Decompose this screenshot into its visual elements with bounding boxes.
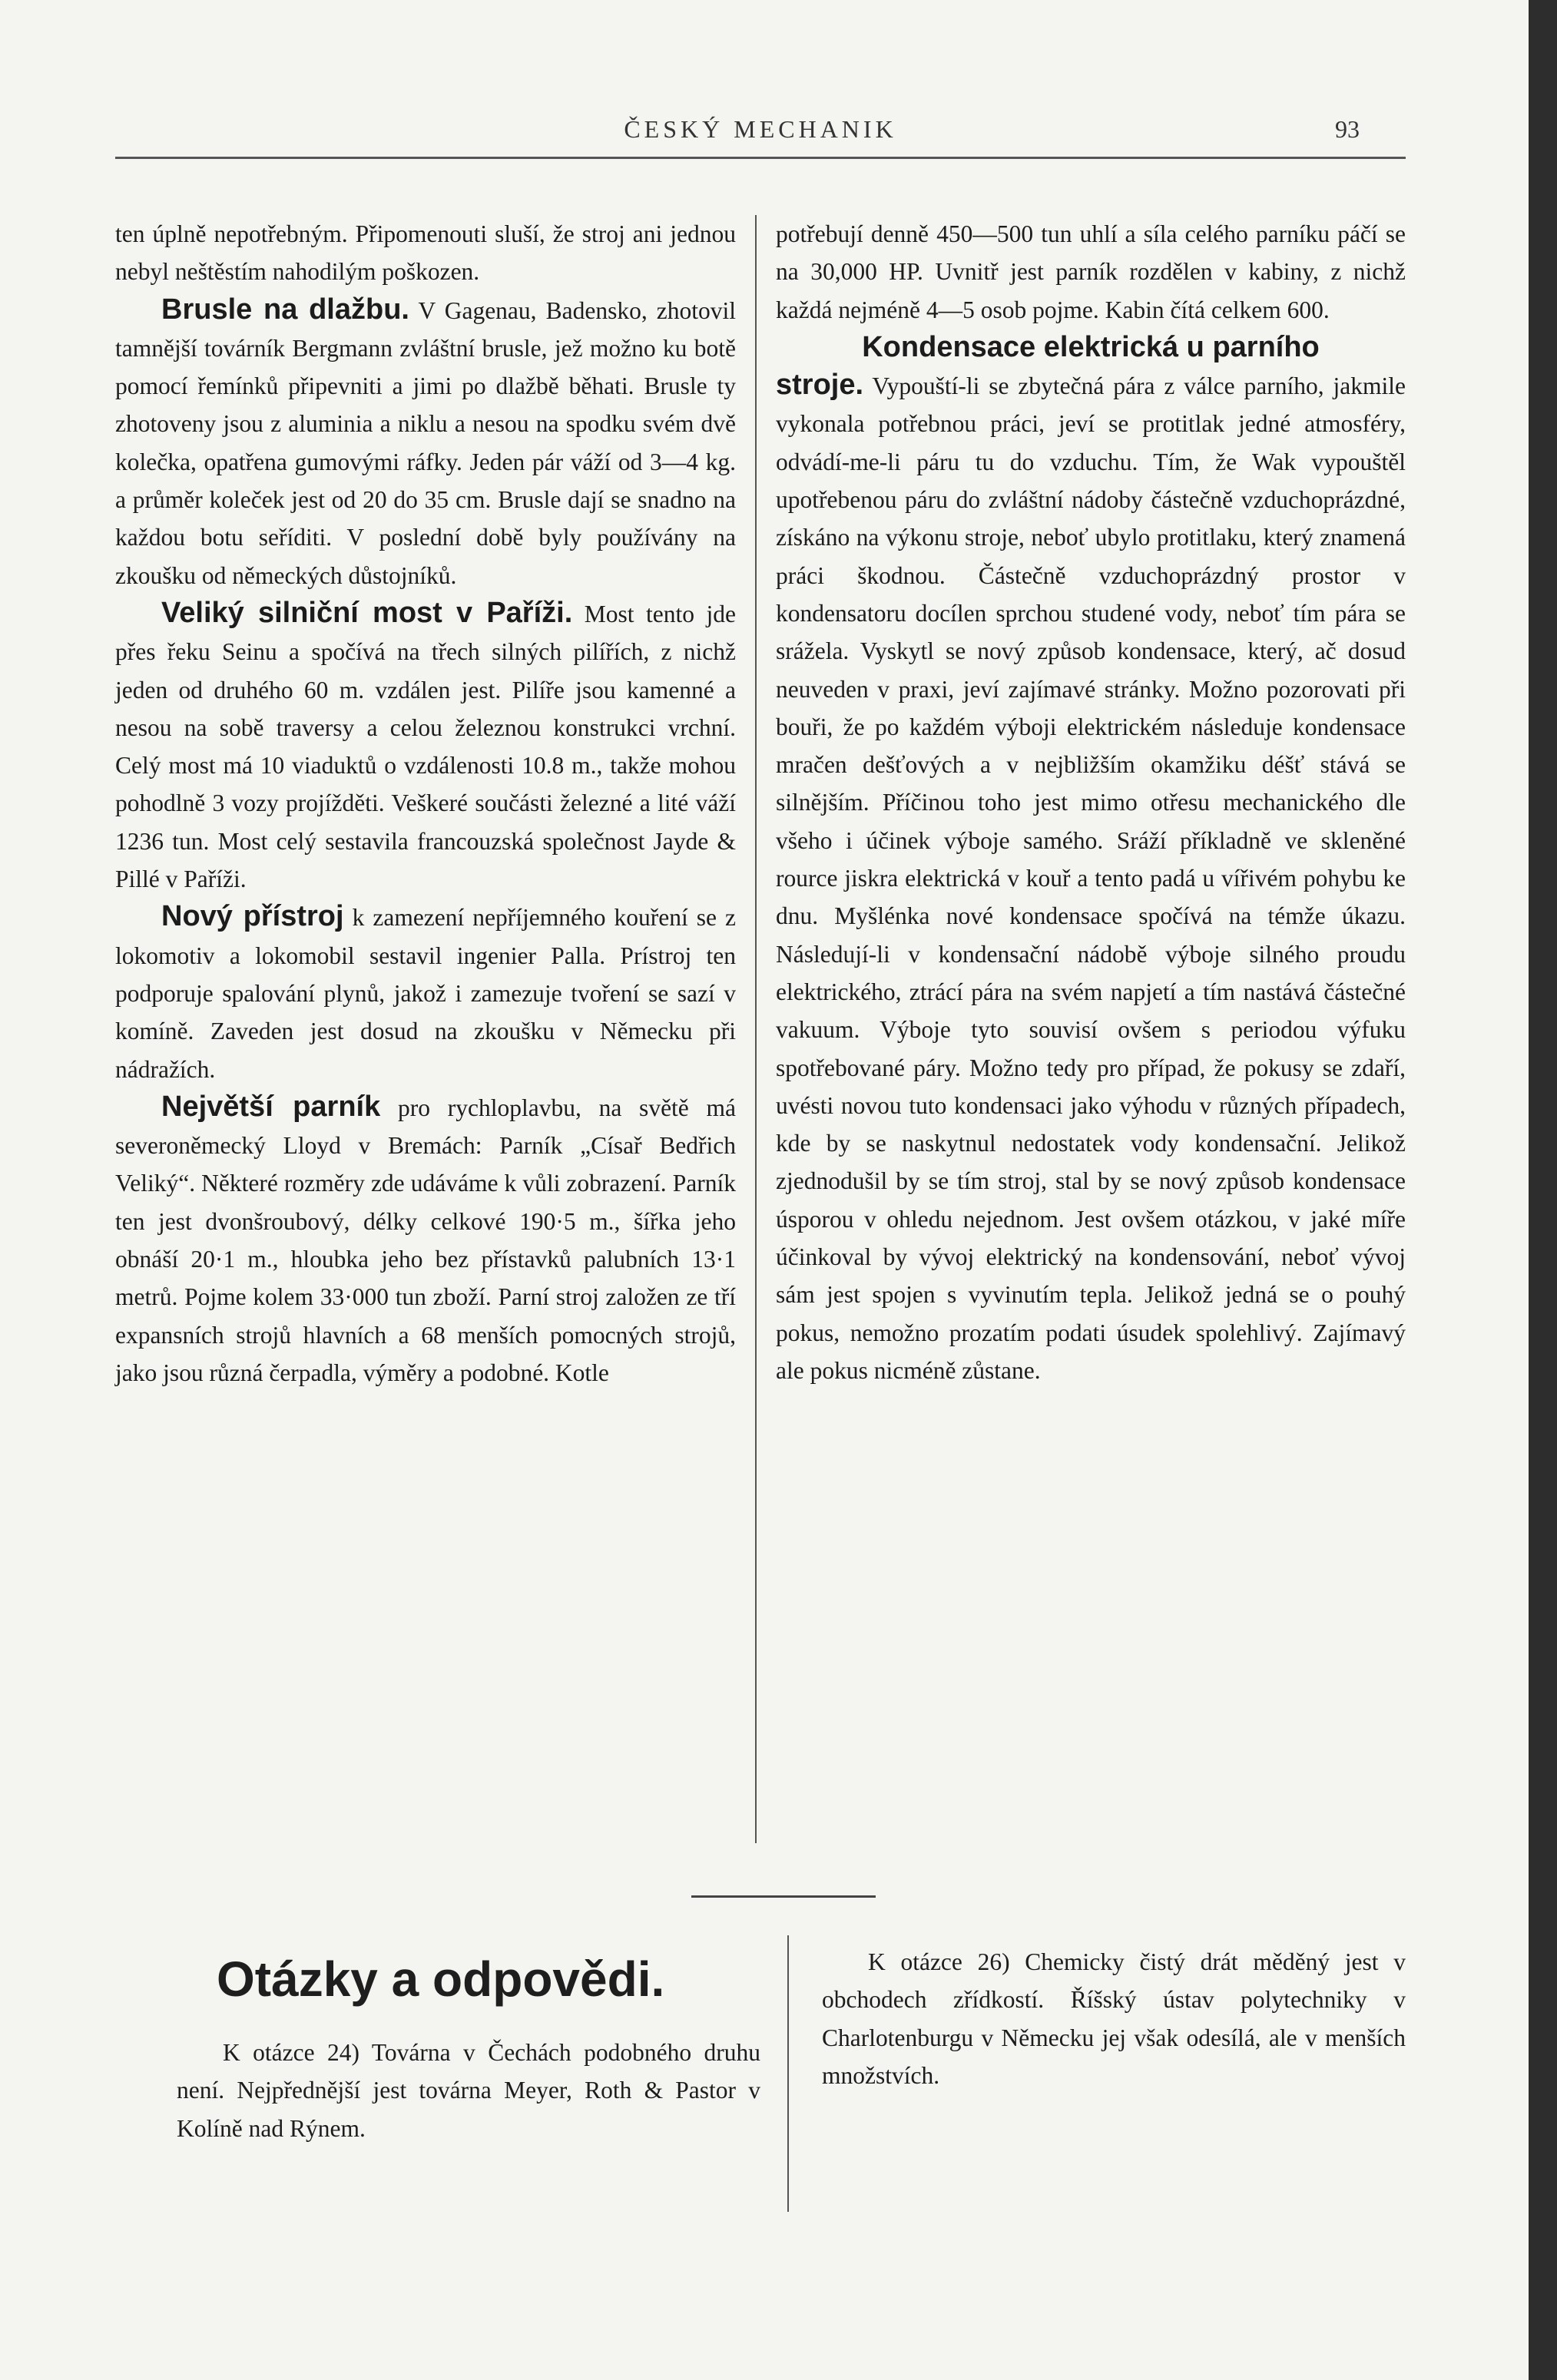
article-parnik — [115, 1088, 736, 1392]
article-heading: Kondensace elektrická u parního — [862, 330, 1320, 363]
article-pristroj — [115, 898, 736, 1087]
page-header — [115, 100, 1406, 161]
qa-section-title: Otázky a odpovědi. — [217, 1951, 665, 2007]
qa-column-divider — [787, 1935, 789, 2212]
article-heading: Veliký silniční most v Paříži. — [161, 596, 573, 629]
section-rule — [691, 1895, 876, 1898]
column-divider — [755, 215, 757, 1843]
article-body: V Gagenau, Badensko, zhotovil tamnější továrník Bergmann zvláštní brusle, jež možno ku botě pomocí řemínků připevniti a jimi po dlažbě běhati. Brusle ty zhotoveny jsou z aluminia a niklu a nesou na spodku svém dvě kolečka, opatřena gumovými ráfky. Jeden pár váží od 3—4 kg. a průměr koleček jest od 20 do 35 cm. Brusle dají se snadno na každou botu seříditi. V poslední době byly používány na zkoušku od německých důstojníků. — [115, 296, 736, 589]
article-heading-continued: stroje. — [776, 369, 864, 402]
scan-edge — [1529, 0, 1557, 2380]
qa-answer-24: K otázce 24) Továrna v Čechách podobného druhu není. Nejpřednější jest továrna Meyer, Roth & Pastor v Kolíně nad Rýnem. — [177, 2039, 760, 2142]
article-kondensace — [776, 329, 1406, 1389]
article-most — [115, 594, 736, 898]
article-body: Most tento jde přes řeku Seinu a spočívá na třech silných pilířích, z nichž jeden od druhého 60 m. vzdálen jest. Pilíře jsou kamenné a nesou na sobě traversy a celou železnou konstrukci vrchní. Celý most má 10 viaduktů o vzdálenosti 10.8 m., takže mohou pohodlně 3 vozy projížděti. Veškeré součásti železné a lité váží 1236 tun. Most celý sestavila francouzská společnost Jayde & Pillé v Paříži. — [115, 600, 736, 893]
qa-answer-26: K otázce 26) Chemicky čistý drát měděný jest v obchodech zřídkostí. Říšský ústav polytechniky v Charlotenburgu v Německu jej však odesílá, ale v menších množstvích. — [822, 1948, 1406, 2089]
article-body: k zamezení nepříjemného kouření se z lokomotiv a lokomobil sestavil ingenier Palla. Prístroj ten podporuje spalování plynů, jakož i zamezuje tvoření se sazí v komíně. Zaveden jest dosud na zkoušku v Německu při nádražích. — [115, 904, 737, 1083]
article-brusle — [115, 291, 736, 594]
article-heading: Největší parník — [161, 1090, 381, 1123]
intro-paragraph: ten úplně nepotřebným. Připomenouti sluší, že stroj ani jednou nebyl neštěstím nahodilým poškozen. — [115, 220, 736, 286]
article-heading: Nový přístroj — [161, 900, 344, 933]
article-body: pro rychloplavbu, na světě má severoněmecký Lloyd v Bremách: Parník „Císař Bedřich Veliký“. Některé rozměry zde udáváme k vůli zobrazení. Parník ten jest dvonšroubový, délky celkové 190·5 m., šířka jeho obnáší 20·1 m., hloubka jeho bez přístavků palubních 13·1 metrů. Pojme kolem 33·000 tun zboží. Parní stroj založen ze tří expansních strojů hlavních a 68 menších pomocných strojů, jako jsou různá čerpadla, výměry a podobné. Kotle — [115, 1094, 737, 1386]
left-column — [115, 215, 736, 1392]
header-rule — [115, 157, 1406, 159]
running-title: ČESKÝ MECHANIK — [624, 115, 897, 143]
article-body: Vypouští-li se zbytečná pára z válce parního, jakmile vykonala potřebnou práci, jeví se protitlak jedné atmosféry, odvádí-me-li páru tu do vzduchu. Tím, že Wak vypouštěl upotřebenou páru do zvláštní nádoby částečně vzduchoprázdné, získáno na výkonu stroje, neboť ubylo protitlaku, který znamená práci škodnou. Částečně vzduchoprázdný prostor v kondensatoru docílen sprchou studené vody, neboť tím pára se srážela. Vyskytl se nový způsob kondensace, který, ač dosud neuveden v praxi, jeví zajímavé stránky. Možno pozorovati při bouři, že po každém výboji elektrickém následuje kondensace mračen dešťových a v nejbližším okamžiku déšť stává se silnějším. Příčinou toho jest mimo otřesu mechanického dle všeho i účinek výboje samého. Sráží příkladně ve skleněné rource jiskra elektrická v kouř a tento padá u vířivém pohybu ke dnu. Myšlénka nové kondensace spočívá na témže úkazu. Následují-li v kondensační nádobě výboje silného proudu elektrického, ztrácí pára na svém napjetí a tím nastává částečné vakuum. Výboje tyto souvisí ovšem s periodou výfuku spotřebované páry. Možno tedy pro případ, že pokusy se zdaří, uvésti novou tuto kondensaci jako výhodu v různých případech, kde by se naskytnul nedostatek vody kondensační. Jelikož zjednodušil by se tím stroj, stal by se nový způsob kondensace úsporou v ohledu nejednom. Jest ovšem otázkou, v jaké míře účinkoval by vývoj elektrický na kondensování, neboť vývoj sám jest spojen s vyvinutím tepla. Jelikož jedná se o pouhý pokus, nemožno prozatím podati úsudek spolehlivý. Zajímavý ale pokus nicméně zůstane. — [776, 372, 1406, 1384]
article-heading: Brusle na dlažbu. — [161, 293, 409, 326]
right-column — [776, 215, 1406, 1389]
continuation-paragraph: potřebují denně 450—500 tun uhlí a síla celého parníku páčí se na 30,000 HP. Uvnitř jest parník rozdělen v kabiny, z nichž každá nejméně 4—5 osob pojme. Kabin čítá celkem 600. — [776, 220, 1406, 323]
page-number: 93 — [1335, 115, 1360, 143]
